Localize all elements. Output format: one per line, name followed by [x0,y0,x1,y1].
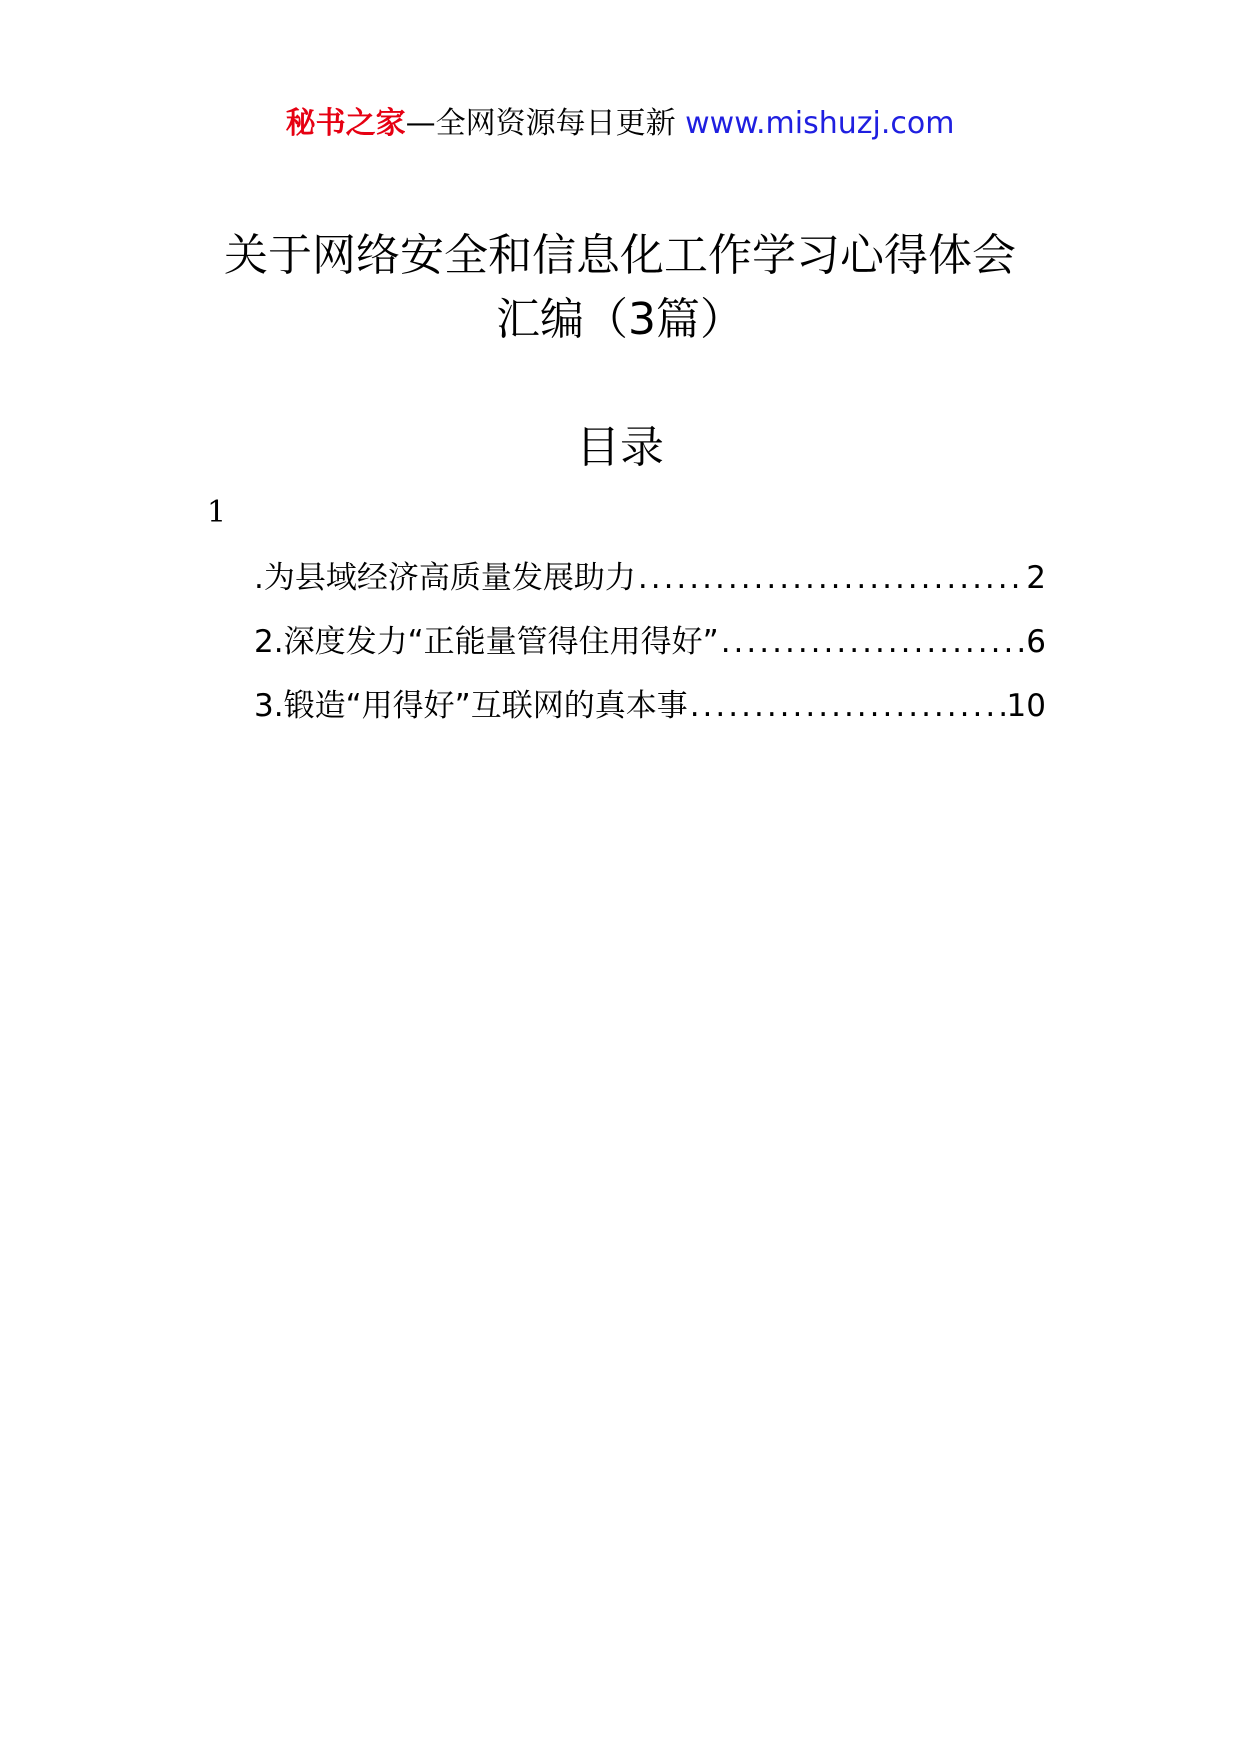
toc-list [254,555,1046,747]
toc-page-number: 6 [1026,624,1046,660]
toc-entry-2[interactable] [254,619,1046,683]
toc-stray-number: 1 [207,495,227,530]
toc-entry-3[interactable] [254,683,1046,747]
toc-dot-leader [638,555,1024,601]
toc-dot-leader [690,683,1005,729]
header-slogan: —全网资源每日更新 [405,106,676,141]
document-title [140,224,1100,352]
toc-entry-title: 2.深度发力“正能量管得住用得好” [254,624,719,660]
toc-entry-title: .为县域经济高质量发展助力 [254,560,636,596]
toc-entry-title: 3.锻造“用得好”互联网的真本事 [254,688,688,724]
toc-page-number: 10 [1006,688,1046,724]
brand-name: 秘书之家 [285,106,406,141]
site-url-link[interactable]: www.mishuzj.com [685,106,955,141]
title-line-1: 关于网络安全和信息化工作学习心得体会 [224,230,1016,281]
toc-dot-leader [721,619,1025,665]
toc-entry-1[interactable] [254,555,1046,619]
toc-heading: 目录 [576,422,664,473]
site-header [0,102,1240,146]
title-line-2: 汇编（3篇） [496,294,744,345]
toc-page-number: 2 [1026,560,1046,596]
